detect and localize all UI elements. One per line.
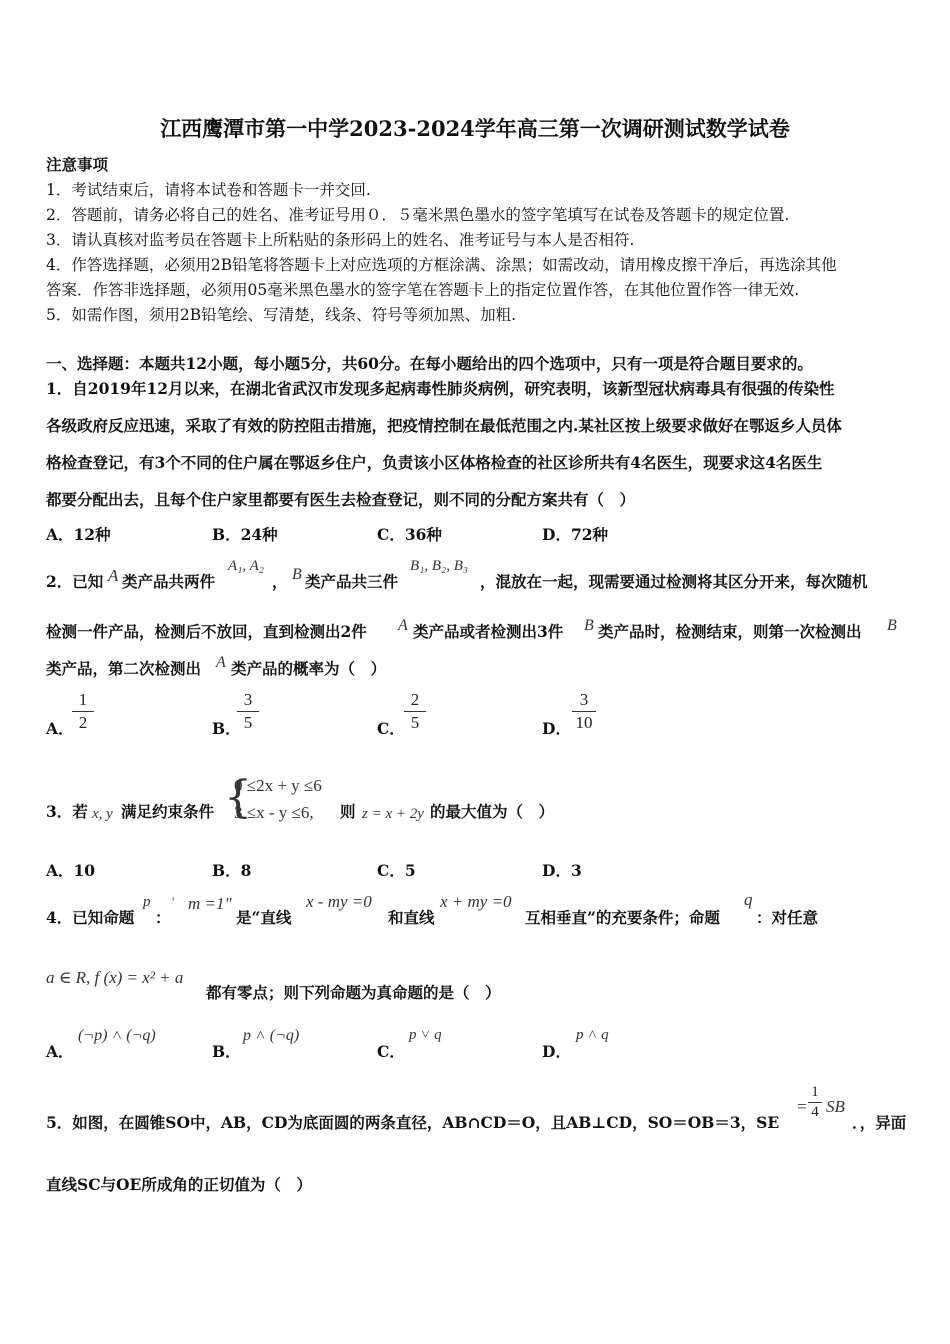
q1-line: 1．自2019年12月以来，在湖北省武汉市发现多起病毒性肺炎病例，研究表明，该新型冠状病毒具有很强的传染性 (46, 379, 835, 398)
q2-text: ，混放在一起，现需要通过检测将其区分开来，每次随机 (480, 572, 868, 591)
q3-option-a[interactable]: A．10 (46, 861, 96, 880)
q2-text: ， (272, 572, 288, 591)
section-heading: 一、选择题：本题共12小题，每小题5分，共60分。在每小题给出的四个选项中，只有一项是符合题目要求的。 (46, 354, 813, 373)
q3-option-c[interactable]: C．5 (377, 861, 416, 880)
q5-fraction: 1 4 (806, 1084, 824, 1121)
q2-option-c-fraction: 2 5 (402, 690, 428, 733)
q3-constraint-2: 3 ≤x - y ≤6, (234, 803, 314, 822)
q1-option-b[interactable]: B．24种 (212, 525, 278, 544)
q2-math-a: A (216, 654, 226, 671)
q1-option-a[interactable]: A．12种 (46, 525, 111, 544)
q3-text: 3．若 (46, 802, 88, 821)
q4-math-p: p (143, 894, 151, 910)
q2-option-a-fraction: 1 2 (70, 690, 96, 733)
q2-text: 类产品时，检测结束，则第一次检测出 (598, 622, 862, 641)
q2-option-b[interactable]: B． (212, 719, 241, 738)
q2-math-a12: A₁, A₂ (228, 558, 264, 574)
q3-option-b[interactable]: B．8 (212, 861, 252, 880)
q3-text: 则 (340, 802, 356, 821)
notice-heading: 注意事项 (46, 155, 109, 174)
q4-text: 互相垂直”的充要条件；命题 (525, 908, 720, 927)
q2-text: 检测一件产品，检测后不放回，直到检测出2件 (46, 622, 367, 641)
notice-item: 4．作答选择题，必须用2B铅笔将答题卡上对应选项的方框涂满、涂黑；如需改动，请用橡皮擦干净后，再选涂其他 (46, 256, 837, 274)
q2-text: 类产品，第二次检测出 (46, 659, 202, 678)
q4-text: ： (155, 908, 171, 927)
q1-line: 都要分配出去，且每个住户家里都要有医生去检查登记，则不同的分配方案共有（ ） (46, 490, 636, 509)
q3-math-z: z = x + 2y (362, 806, 424, 822)
q4-text: 是“直线 (236, 908, 292, 927)
q4-option-c[interactable]: C． (377, 1042, 405, 1061)
q2-text: 类产品的概率为（ ） (231, 659, 387, 678)
q2-option-a[interactable]: A． (46, 719, 74, 738)
notice-item: 2．答题前，请务必将自己的姓名、准考证号用０．５毫米黑色墨水的签字笔填写在试卷及答题卡的规定位置. (46, 206, 790, 224)
notice-item: 5．如需作图，须用2B铅笔绘、写清楚，线条、符号等须加黑、加粗. (46, 306, 517, 324)
q4-math-q: q (744, 890, 753, 909)
q2-option-d[interactable]: D． (542, 719, 571, 738)
q4-option-a-expr: (¬p) ˄ (¬q) (78, 1027, 156, 1044)
q2-text: 2．已知 (46, 572, 104, 591)
q1-line: 各级政府反应迅速，采取了有效的防控阻击措施，把疫情控制在最低范围之内.某社区按上级要求做好在鄂返乡人员体 (46, 416, 842, 435)
q2-option-d-fraction: 3 10 (570, 690, 598, 733)
q4-option-d-expr: p ˄ q (576, 1027, 609, 1043)
q4-text: ：对任意 (756, 908, 819, 927)
q5-text: 5．如图，在圆锥SO中，AB，CD为底面圆的两条直径，AB∩CD＝O，且AB⊥CD，SO＝OB＝3，SE (46, 1113, 780, 1132)
q4-option-d[interactable]: D． (542, 1042, 571, 1061)
q4-text: 和直线 (388, 908, 435, 927)
q4-option-b[interactable]: B． (212, 1042, 241, 1061)
q2-text: 类产品共三件 (305, 572, 399, 591)
q4-math-m: m =1" (188, 894, 232, 913)
q3-text: 的最大值为（ ） (430, 802, 555, 821)
q4-math-tick: ' (172, 894, 175, 909)
q3-math-vars: x, y (92, 806, 113, 822)
q4-text: 都有零点；则下列命题为真命题的是（ ） (206, 983, 501, 1002)
q3-option-d[interactable]: D．3 (542, 861, 582, 880)
q5-math-eq: = (797, 1097, 807, 1116)
q4-math-line2: x + my =0 (440, 892, 512, 911)
q1-option-c[interactable]: C．36种 (377, 525, 442, 544)
q2-option-c[interactable]: C． (377, 719, 405, 738)
q4-option-c-expr: p ˅ q (409, 1027, 442, 1043)
q2-math-b: B (292, 566, 302, 583)
q2-text: 类产品共两件 (122, 572, 216, 591)
q5-text: 直线SC与OE所成角的正切值为（ ） (46, 1175, 312, 1194)
q4-text: 4．已知命题 (46, 908, 135, 927)
q2-math-b: B (887, 617, 897, 634)
q3-constraint-1: 0 ≤2x + y ≤6 (234, 776, 322, 795)
notice-item: 1．考试结束后，请将本试卷和答题卡一并交回. (46, 181, 371, 199)
q2-math-a: A (108, 566, 119, 585)
page-title: 江西鹰潭市第一中学2023-2024学年高三第一次调研测试数学试卷 (160, 116, 790, 141)
q3-text: 满足约束条件 (121, 802, 215, 821)
q1-line: 格检查登记，有3个不同的住户属在鄂返乡住户，负责该小区体格检查的社区诊所共有4名医生，现要求这4名医生 (46, 453, 823, 472)
q5-text: ．，异面 (852, 1113, 907, 1132)
q4-math-f: a ∈ R, f (x) = x² + a (46, 968, 184, 987)
q2-math-a: A (398, 617, 408, 634)
notice-item: 3．请认真核对监考员在答题卡上所粘贴的条形码上的姓名、准考证号与本人是否相符. (46, 231, 635, 249)
notice-item: 答案．作答非选择题，必须用05毫米黑色墨水的签字笔在答题卡上的指定位置作答，在其他位置作答一律无效. (46, 281, 800, 299)
q2-option-b-fraction: 3 5 (235, 690, 261, 733)
q3-brace: { (224, 772, 252, 823)
q4-option-a[interactable]: A． (46, 1042, 74, 1061)
q1-option-d[interactable]: D．72种 (542, 525, 609, 544)
q2-math-b: B (584, 617, 594, 634)
q2-math-b123: B₁, B₂, B₃ (410, 558, 469, 574)
q4-math-line1: x - my =0 (306, 892, 372, 911)
q2-text: 类产品或者检测出3件 (413, 622, 564, 641)
q4-option-b-expr: p ˄ (¬q) (243, 1027, 300, 1044)
q5-math-sb: SB (826, 1097, 845, 1116)
